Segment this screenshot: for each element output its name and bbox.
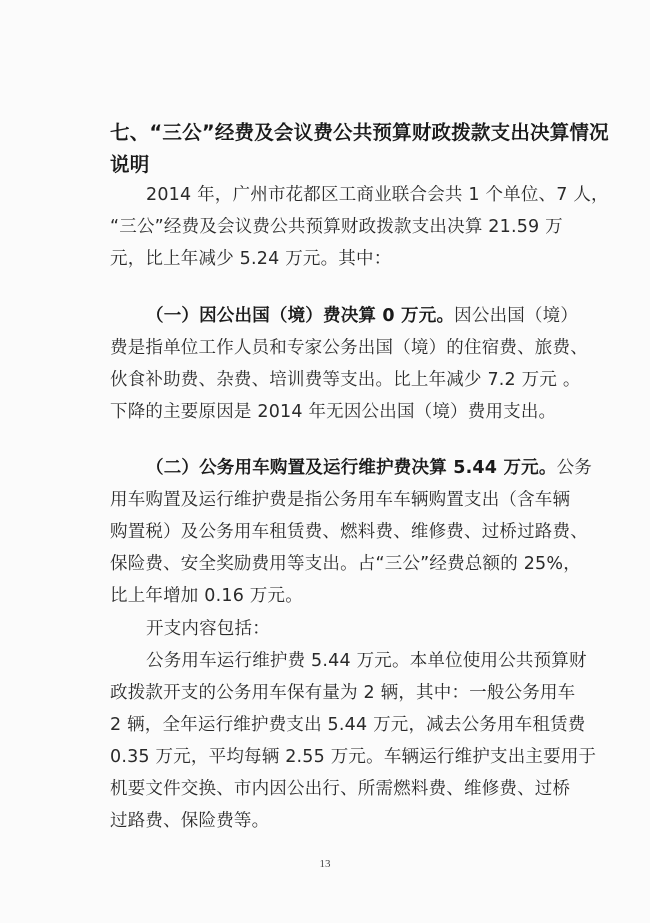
- section2-line-4: 比上年增加 0.16 万元。: [110, 586, 303, 606]
- intro-line-2: “三公”经费及会议费公共预算财政拨款支出决算 21.59 万: [110, 217, 563, 237]
- section2-title-line: [146, 456, 592, 480]
- section2-line-3: 保险费、安全奖励费用等支出。占“三公”经费总额的 25%，: [110, 554, 581, 574]
- section2-detail-line-2: 2 辆，全年运行维护费支出 5.44 万元，减去公务用车租赁费: [110, 715, 586, 735]
- section2-subheading: 开支内容包括：: [146, 619, 270, 639]
- section-heading: 七、“三公”经费及会议费公共预算财政拨款支出决算情况: [110, 121, 609, 144]
- intro-line-1: 2014 年，广州市花都区工商业联合会共 1 个单位、7 人，: [146, 185, 609, 205]
- section2-title-tail: 公务: [556, 458, 592, 478]
- section2-detail-line-5: 过路费、保险费等。: [110, 811, 270, 831]
- section1-title: （一）因公出国（境）费决算 0 万元。: [146, 306, 455, 326]
- section2-detail-line-4: 机要文件交换、市内因公出行、所需燃料费、维修费、过桥: [110, 779, 571, 799]
- section2-detail-first: 公务用车运行维护费 5.44 万元。本单位使用公共预算财: [146, 651, 587, 671]
- section1-title-line: [146, 304, 578, 328]
- section-heading-continued: 说明: [110, 153, 150, 176]
- section2-title: （二）公务用车购置及运行维护费决算 5.44 万元。: [146, 458, 557, 478]
- section2-line-2: 购置税）及公务用车租赁费、燃料费、维修费、过桥过路费、: [110, 522, 588, 542]
- section1-line-3: 下降的主要原因是 2014 年无因公出国（境）费用支出。: [110, 402, 557, 422]
- section1-title-tail: 因公出国（境）: [454, 306, 579, 326]
- section1-line-1: 费是指单位工作人员和专家公务出国（境）的住宿费、旅费、: [110, 338, 588, 358]
- page-number: 13: [319, 858, 331, 870]
- section2-line-1: 用车购置及运行维护费是指公务用车车辆购置支出（含车辆: [110, 490, 571, 510]
- section2-detail-line-1: 政拨款开支的公务用车保有量为 2 辆，其中：一般公务用车: [110, 683, 576, 703]
- section1-line-2: 伙食补助费、杂费、培训费等支出。比上年减少 7.2 万元 。: [110, 370, 581, 390]
- intro-line-3: 元，比上年减少 5.24 万元。其中：: [110, 249, 392, 269]
- section2-detail-line-3: 0.35 万元，平均每辆 2.55 万元。车辆运行维护支出主要用于: [110, 747, 597, 767]
